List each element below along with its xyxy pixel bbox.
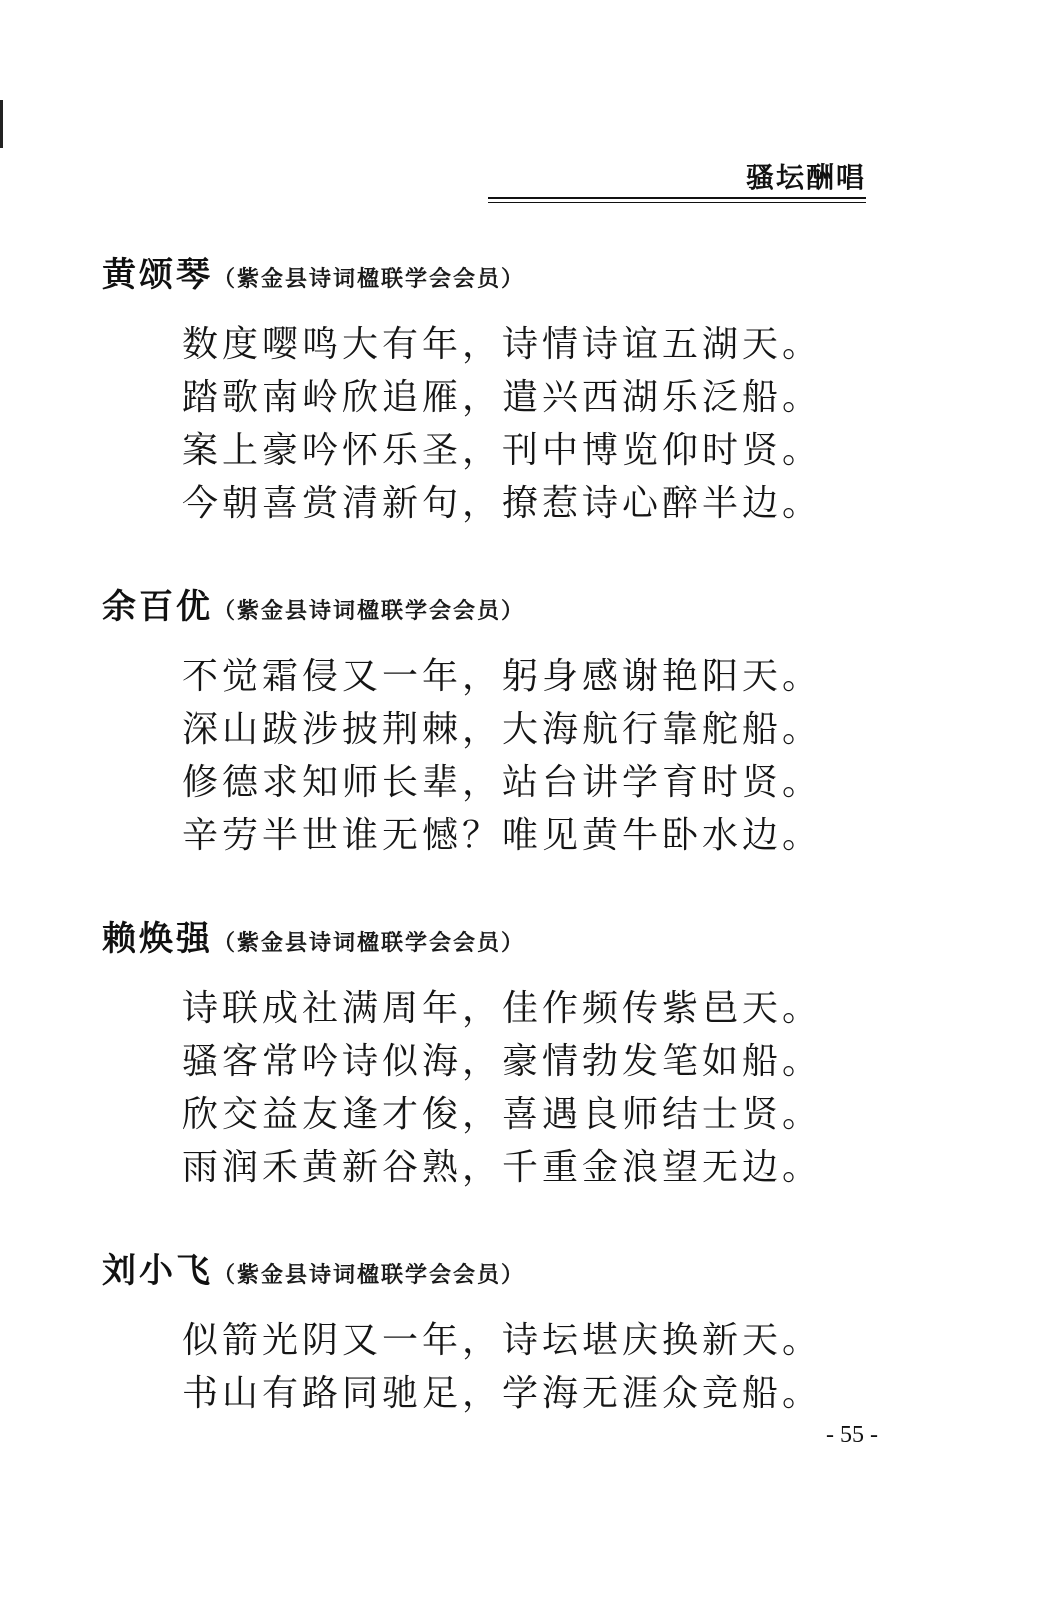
verse-line: 踏歌南岭欣追雁，遣兴西湖乐泛船。 [182,377,823,418]
author-name: 黄颂琴 [102,255,213,295]
verse-line: 似箭光阴又一年，诗坛堪庆换新天。 [182,1320,823,1361]
poem-block [102,584,862,862]
poem-block [102,1248,862,1420]
author-name: 赖焕强 [102,919,213,959]
verse-line: 数度嘤鸣大有年，诗情诗谊五湖天。 [182,324,823,365]
poem-block [102,252,862,530]
verse-line: 诗联成社满周年，佳作频传紫邑天。 [182,988,823,1029]
poem-verse [182,982,862,1194]
verse-line: 骚客常吟诗似海，豪情勃发笔如船。 [182,1041,823,1082]
verse-line: 雨润禾黄新谷熟，千重金浪望无边。 [182,1147,823,1188]
header-rule-thin [488,202,866,203]
verse-line: 欣交益友逢才俊，喜遇良师结士贤。 [182,1094,823,1135]
section-title: 骚坛酬唱 [745,161,866,194]
verse-line: 修德求知师长辈，站台讲学育时贤。 [182,762,823,803]
poem-verse [182,318,862,530]
verse-line: 案上豪吟怀乐圣，刊中博览仰时贤。 [182,430,823,471]
author-affiliation: （紫金县诗词楹联学会会员） [213,598,526,624]
author-line [102,916,862,962]
author-line [102,252,862,298]
page-number: - 55 - [826,1422,878,1448]
verse-line: 书山有路同驰足，学海无涯众竞船。 [182,1373,823,1414]
scan-edge-mark [0,100,3,148]
author-affiliation: （紫金县诗词楹联学会会员） [213,1262,526,1288]
running-header [488,160,866,210]
author-affiliation: （紫金县诗词楹联学会会员） [213,266,526,292]
verse-line: 今朝喜赏清新句，撩惹诗心醉半边。 [182,483,823,524]
poem-block [102,916,862,1194]
poem-verse [182,1314,862,1420]
header-rule-thick [488,197,866,199]
author-name: 刘小飞 [102,1251,213,1291]
poem-verse [182,650,862,862]
verse-line: 辛劳半世谁无憾？唯见黄牛卧水边。 [182,815,823,856]
author-name: 余百优 [102,587,213,627]
author-line [102,1248,862,1294]
author-line [102,584,862,630]
author-affiliation: （紫金县诗词楹联学会会员） [213,930,526,956]
verse-line: 不觉霜侵又一年，躬身感谢艳阳天。 [182,656,823,697]
verse-line: 深山跋涉披荆棘，大海航行靠舵船。 [182,709,823,750]
